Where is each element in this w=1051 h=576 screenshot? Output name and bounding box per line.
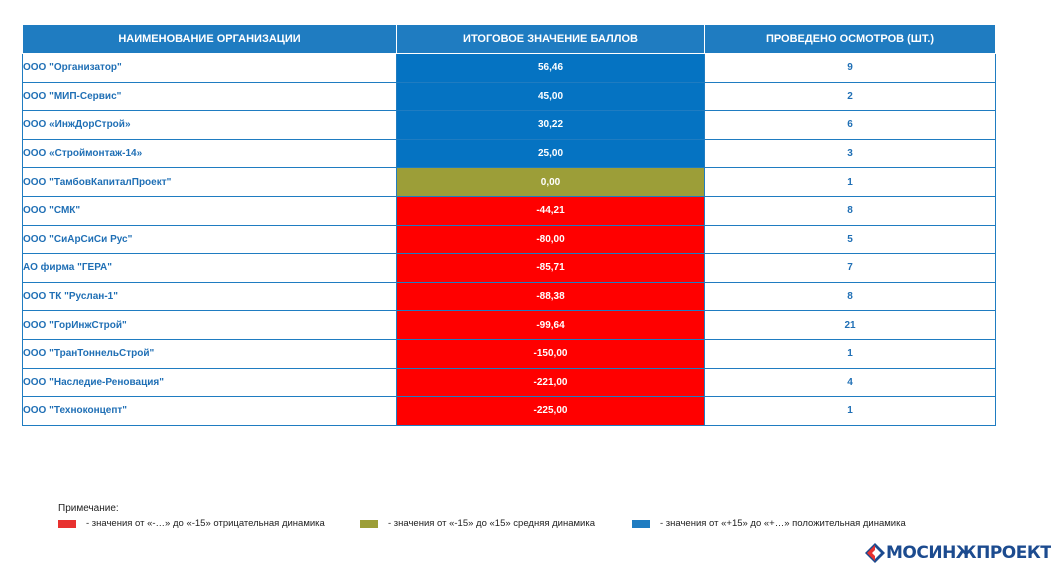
organization-cell: ООО «Строймонтаж-14» bbox=[23, 139, 397, 168]
organization-cell: ООО "СиАрСиСи Рус" bbox=[23, 225, 397, 254]
organization-cell: ООО «ИнжДорСтрой» bbox=[23, 111, 397, 140]
table-row bbox=[23, 139, 996, 168]
organization-cell: ООО "ГорИнжСтрой" bbox=[23, 311, 397, 340]
organization-cell: ООО "МИП-Сервис" bbox=[23, 82, 397, 111]
logo-text: МОСИНЖПРОЕКТ bbox=[886, 543, 1051, 563]
logo-mark-icon bbox=[864, 542, 886, 564]
score-cell: 56,46 bbox=[397, 54, 705, 83]
top-band bbox=[0, 0, 1024, 12]
table-row bbox=[23, 282, 996, 311]
organization-cell: ООО "Организатор" bbox=[23, 54, 397, 83]
score-cell: -88,38 bbox=[397, 282, 705, 311]
organization-cell: АО фирма "ГЕРА" bbox=[23, 254, 397, 283]
inspections-cell: 3 bbox=[705, 139, 996, 168]
legend-swatch-negative bbox=[58, 520, 76, 528]
score-cell: -80,00 bbox=[397, 225, 705, 254]
organization-cell: ООО "Техноконцепт" bbox=[23, 397, 397, 426]
score-cell: 30,22 bbox=[397, 111, 705, 140]
table-row bbox=[23, 368, 996, 397]
score-cell: -99,64 bbox=[397, 311, 705, 340]
score-cell: 0,00 bbox=[397, 168, 705, 197]
legend-swatch-positive bbox=[632, 520, 650, 528]
legend-label-negative: - значения от «-…» до «-15» отрицательная динамика bbox=[86, 518, 325, 529]
organization-cell: ООО ТК "Руслан-1" bbox=[23, 282, 397, 311]
inspections-cell: 4 bbox=[705, 368, 996, 397]
table-row bbox=[23, 168, 996, 197]
column-header-score: ИТОГОВОЕ ЗНАЧЕНИЕ БАЛЛОВ bbox=[397, 25, 705, 54]
legend-label-positive: - значения от «+15» до «+…» положительная динамика bbox=[660, 518, 906, 529]
column-header-organization: НАИМЕНОВАНИЕ ОРГАНИЗАЦИИ bbox=[23, 25, 397, 54]
inspections-cell: 5 bbox=[705, 225, 996, 254]
legend-item-negative bbox=[58, 518, 325, 529]
inspections-cell: 1 bbox=[705, 397, 996, 426]
inspections-cell: 8 bbox=[705, 196, 996, 225]
table-row bbox=[23, 54, 996, 83]
inspections-cell: 7 bbox=[705, 254, 996, 283]
inspections-cell: 8 bbox=[705, 282, 996, 311]
score-cell: -221,00 bbox=[397, 368, 705, 397]
score-cell: -225,00 bbox=[397, 397, 705, 426]
score-cell: -150,00 bbox=[397, 339, 705, 368]
legend-label-neutral: - значения от «-15» до «15» средняя динамика bbox=[388, 518, 595, 529]
table-header-row bbox=[23, 25, 996, 54]
table-row bbox=[23, 254, 996, 283]
table-row bbox=[23, 196, 996, 225]
organization-cell: ООО "ТамбовКапиталПроект" bbox=[23, 168, 397, 197]
table-row bbox=[23, 339, 996, 368]
ratings-table bbox=[22, 24, 996, 426]
organization-cell: ООО "СМК" bbox=[23, 196, 397, 225]
legend-item-neutral bbox=[360, 518, 595, 529]
legend-swatch-neutral bbox=[360, 520, 378, 528]
table-row bbox=[23, 397, 996, 426]
legend-item-positive bbox=[632, 518, 906, 529]
score-cell: 45,00 bbox=[397, 82, 705, 111]
score-cell: -44,21 bbox=[397, 196, 705, 225]
column-header-inspections: ПРОВЕДЕНО ОСМОТРОВ (ШТ.) bbox=[705, 25, 996, 54]
inspections-cell: 21 bbox=[705, 311, 996, 340]
note-title: Примечание: bbox=[58, 503, 119, 514]
organization-cell: ООО "ТранТоннельСтрой" bbox=[23, 339, 397, 368]
inspections-cell: 6 bbox=[705, 111, 996, 140]
mosinzhproekt-logo bbox=[864, 542, 1051, 564]
score-cell: -85,71 bbox=[397, 254, 705, 283]
inspections-cell: 1 bbox=[705, 339, 996, 368]
organization-cell: ООО "Наследие-Реновация" bbox=[23, 368, 397, 397]
inspections-cell: 9 bbox=[705, 54, 996, 83]
inspections-cell: 1 bbox=[705, 168, 996, 197]
score-cell: 25,00 bbox=[397, 139, 705, 168]
table-row bbox=[23, 111, 996, 140]
inspections-cell: 2 bbox=[705, 82, 996, 111]
table-row bbox=[23, 82, 996, 111]
table-row bbox=[23, 225, 996, 254]
table-row bbox=[23, 311, 996, 340]
